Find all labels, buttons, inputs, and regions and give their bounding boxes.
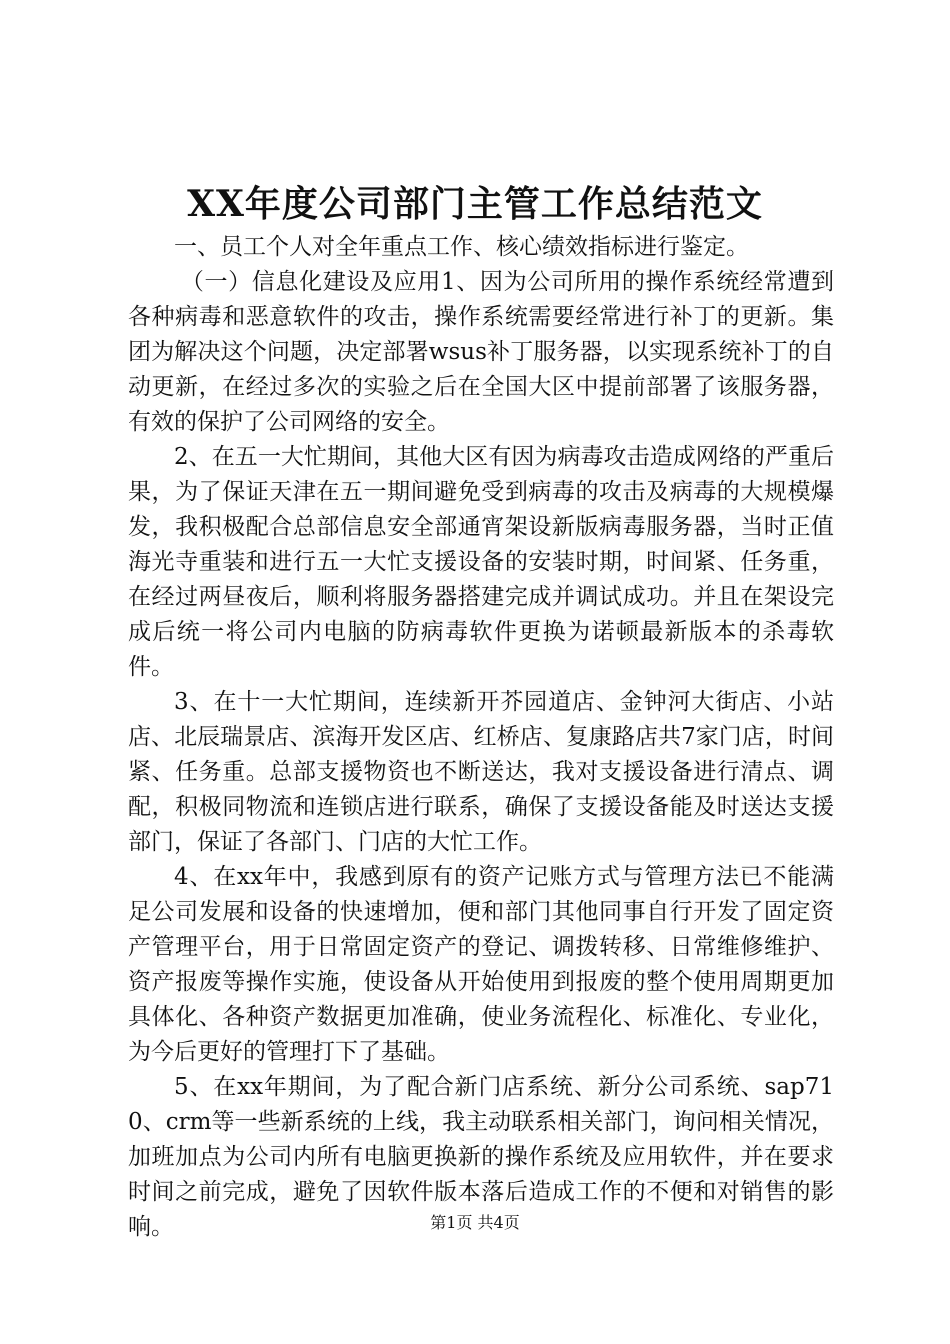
paragraph-item-4: 4、在xx年中，我感到原有的资产记账方式与管理方法已不能满足公司发展和设备的快速增加，便和部门其他同事自行开发了固定资产管理平台，用于日常固定资产的登记、调拨转移、日常维修维护、资产报废等操作实施，使设备从开始使用到报废的整个使用周期更加具体化、各种资产数据更加准确，使业务流程化、标准化、专业化，为今后更好的管理打下了基础。 bbox=[128, 864, 834, 1065]
page-number-footer: 第1页 共4页 bbox=[430, 1213, 520, 1232]
paragraph-item-3: 3、在十一大忙期间，连续新开芥园道店、金钟河大街店、小站店、北辰瑞景店、滨海开发区店、红桥店、复康路店共7家门店，时间紧、任务重。总部支援物资也不断送达，我对支援设备进行清点、调配，积极同物流和连锁店进行联系，确保了支援设备能及时送达支援部门，保证了各部门、门店的大忙工作。 bbox=[128, 689, 834, 855]
paragraph-item-1: （一）信息化建设及应用1、因为公司所用的操作系统经常遭到各种病毒和恶意软件的攻击，操作系统需要经常进行补丁的更新。集团为解决这个问题，决定部署wsus补丁服务器，以实现系统补丁的自动更新，在经过多次的实验之后在全国大区中提前部署了该服务器，有效的保护了公司网络的安全。 bbox=[128, 269, 834, 435]
paragraph-item-5: 5、在xx年期间，为了配合新门店系统、新分公司系统、sap710、crm等一些新系统的上线，我主动联系相关部门，询问相关情况，加班加点为公司内所有电脑更换新的操作系统及应用软件，并在要求时间之前完成，避免了因软件版本落后造成工作的不便和对销售的影响。 bbox=[128, 1074, 834, 1240]
paragraph-section-heading: 一、员工个人对全年重点工作、核心绩效指标进行鉴定。 bbox=[174, 234, 749, 260]
document-title: XX年度公司部门主管工作总结范文 bbox=[187, 183, 763, 225]
paragraph-item-2: 2、在五一大忙期间，其他大区有因为病毒攻击造成网络的严重后果，为了保证天津在五一期间避免受到病毒的攻击及病毒的大规模爆发，我积极配合总部信息安全部通宵架设新版病毒服务器，当时正值海光寺重装和进行五一大忙支援设备的安装时期，时间紧、任务重，在经过两昼夜后，顺利将服务器搭建完成并调试成功。并且在架设完成后统一将公司内电脑的防病毒软件更换为诺顿最新版本的杀毒软件。 bbox=[128, 444, 834, 680]
document-body bbox=[128, 230, 834, 1245]
